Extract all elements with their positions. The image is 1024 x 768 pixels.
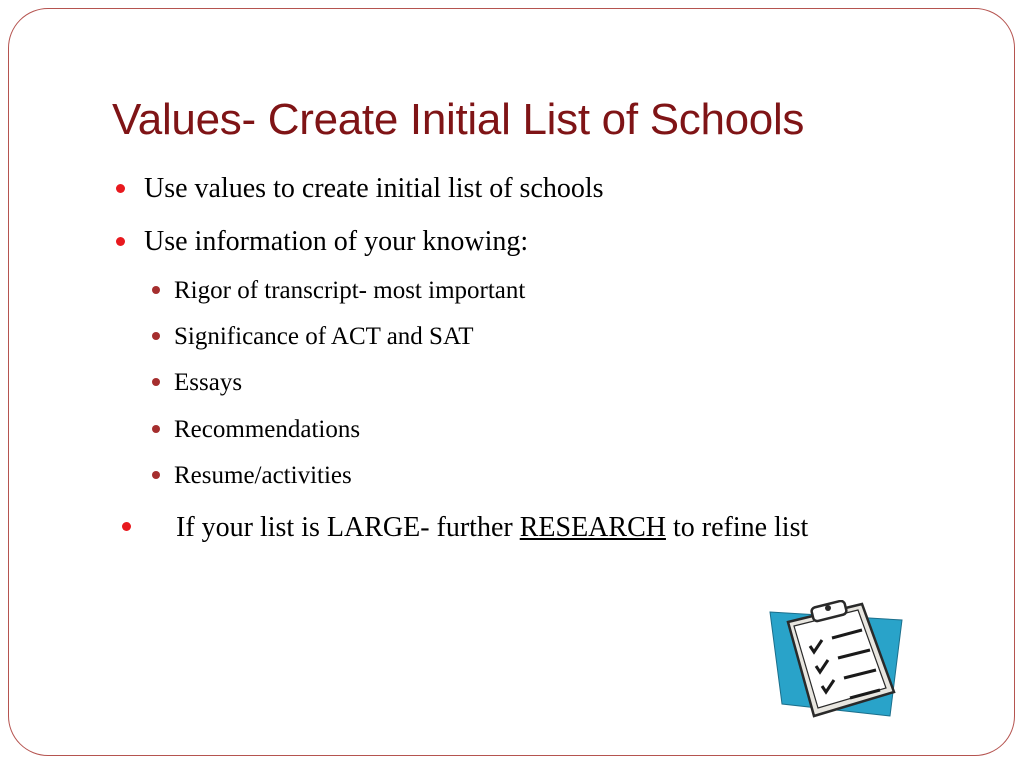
bullet-dot-icon — [116, 184, 125, 193]
bullet-text-part: to refine list — [665, 512, 809, 543]
slide-title: Values- Create Initial List of Schools — [112, 95, 805, 144]
sub-bullet-item — [152, 461, 352, 491]
sub-bullet-dot-icon — [152, 471, 160, 479]
sub-bullet-item — [152, 322, 474, 352]
sub-bullet-item — [152, 415, 360, 445]
bullet-dot-icon — [116, 237, 125, 246]
bullet-item — [116, 172, 604, 206]
sub-bullet-item — [152, 368, 242, 398]
sub-bullet-text: Rigor of transcript- most important — [174, 277, 526, 304]
sub-bullet-text: Significance of ACT and SAT — [174, 323, 474, 350]
bullet-item — [116, 225, 528, 259]
bullet-item — [122, 511, 808, 545]
bullet-text: Use values to create initial list of schools — [144, 173, 604, 204]
bullet-text: Use information of your knowing: — [144, 226, 529, 257]
bullet-text-part: If your list is LARGE- further — [176, 512, 520, 543]
sub-bullet-dot-icon — [152, 332, 160, 340]
sub-bullet-dot-icon — [152, 378, 160, 386]
sub-bullet-dot-icon — [152, 286, 160, 294]
sub-bullet-dot-icon — [152, 425, 160, 433]
sub-bullet-item — [152, 276, 525, 306]
sub-bullet-text: Essays — [174, 369, 243, 396]
sub-bullet-text: Resume/activities — [174, 462, 352, 489]
clipboard-checklist-icon — [766, 600, 906, 720]
sub-bullet-text: Recommendations — [174, 416, 361, 443]
bullet-text — [176, 511, 808, 545]
research-emphasis: RESEARCH — [519, 512, 666, 543]
bullet-dot-icon — [122, 522, 131, 531]
